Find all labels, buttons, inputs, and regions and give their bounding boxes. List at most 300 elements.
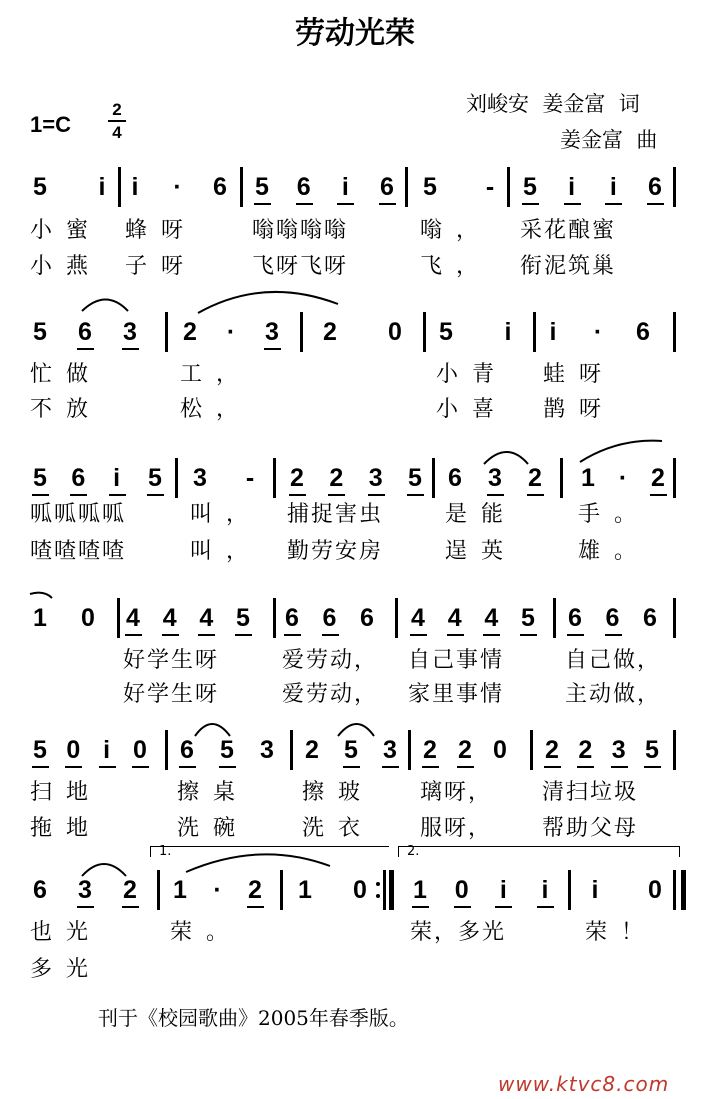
beam-underline <box>162 634 179 636</box>
notation-row <box>0 312 710 352</box>
note-symbol: 3 <box>611 736 626 764</box>
note-symbol: 6 <box>568 604 582 632</box>
lyric-line <box>0 680 710 710</box>
volta-first-ending <box>150 846 389 857</box>
note-symbol: · <box>593 318 603 346</box>
lyric-segment: 荣。 <box>170 920 243 945</box>
lyric-segment: 叫， <box>190 502 263 527</box>
lyric-segment: 叫， <box>190 539 263 564</box>
note <box>579 458 597 498</box>
note <box>351 870 369 910</box>
beam-underline <box>483 634 500 636</box>
note <box>646 870 664 910</box>
beam-underline <box>219 766 236 768</box>
beam-underline <box>544 766 561 768</box>
note <box>499 312 517 352</box>
note <box>342 730 360 770</box>
note <box>544 312 562 352</box>
beam-underline <box>412 906 429 908</box>
note-symbol: 0 <box>66 736 81 764</box>
note-symbol: 2 <box>423 736 437 764</box>
note <box>646 167 664 207</box>
augmentation-dot <box>614 458 632 498</box>
lyric-segment: 扫地 <box>30 780 103 805</box>
note-symbol: i <box>504 318 512 346</box>
beam-underline <box>264 348 281 350</box>
note-symbol: 5 <box>236 604 250 632</box>
note <box>421 730 439 770</box>
barline <box>290 730 293 770</box>
note <box>643 730 661 770</box>
note-symbol: 4 <box>199 604 214 632</box>
beam-underline <box>122 906 139 908</box>
lyric-segment: 拖地 <box>30 816 103 841</box>
beam-underline <box>527 494 544 496</box>
note-symbol: i <box>341 173 349 201</box>
note-symbol: 2 <box>329 464 344 492</box>
final-barline <box>681 870 686 910</box>
note <box>321 312 339 352</box>
barline <box>673 730 676 770</box>
note-symbol: 2 <box>578 736 593 764</box>
lyric-line <box>0 216 710 246</box>
note-symbol: · <box>173 173 182 201</box>
note <box>283 598 301 638</box>
notation-row <box>0 870 710 910</box>
note-symbol: 3 <box>78 876 92 904</box>
note <box>482 598 500 638</box>
barline <box>273 458 276 498</box>
note <box>191 458 209 498</box>
note-symbol: 0 <box>454 876 469 904</box>
note <box>181 312 199 352</box>
beam-underline <box>407 494 424 496</box>
song-title: 劳动光荣 <box>295 16 415 51</box>
publication-footnote: 刊于《校园歌曲》2005年春季版。 <box>98 1006 409 1030</box>
note <box>486 458 504 498</box>
lyric-line <box>0 360 710 390</box>
note-symbol: · <box>213 876 222 904</box>
note <box>146 458 164 498</box>
barline <box>118 167 121 207</box>
note <box>197 598 215 638</box>
note-symbol: 5 <box>33 173 47 201</box>
note <box>131 730 149 770</box>
lyric-segment: 爱劳动， <box>282 682 379 707</box>
lyric-segment: 洗衣 <box>302 816 375 841</box>
site-watermark: www.ktvc8.com <box>498 1072 670 1096</box>
lyric-segment: 多光 <box>30 957 103 982</box>
note <box>76 312 94 352</box>
note-symbol: 6 <box>448 464 462 492</box>
beam-underline <box>368 494 385 496</box>
lyric-segment: 飞， <box>420 254 493 279</box>
slur <box>82 300 128 312</box>
barline <box>530 730 533 770</box>
note <box>336 167 354 207</box>
lyric-segment: 采花酿蜜 <box>520 218 617 243</box>
note <box>161 598 179 638</box>
barline <box>673 167 676 207</box>
note-symbol: i <box>98 173 106 201</box>
note <box>263 312 281 352</box>
beam-underline <box>605 634 622 636</box>
beam-underline <box>322 634 339 636</box>
volta-label: 1. <box>159 844 172 859</box>
note-symbol: 6 <box>648 173 662 201</box>
note <box>218 730 236 770</box>
lyric-segment: 鹊呀 <box>543 397 616 422</box>
beam-underline <box>644 766 661 768</box>
lyric-segment: 擦玻 <box>302 780 375 805</box>
note <box>649 458 667 498</box>
note-symbol: 5 <box>645 736 659 764</box>
note <box>178 730 196 770</box>
lyric-line <box>0 778 710 808</box>
note-symbol: 5 <box>523 173 537 201</box>
lyric-segment: 衔泥筑巢 <box>520 254 617 279</box>
note <box>453 870 471 910</box>
note <box>234 598 252 638</box>
note <box>296 870 314 910</box>
note <box>211 167 229 207</box>
barline <box>423 312 426 352</box>
lyric-line <box>0 537 710 567</box>
note-symbol: 3 <box>368 464 383 492</box>
lyric-segment: 荣！ <box>585 920 658 945</box>
note-symbol: 4 <box>162 604 177 632</box>
note <box>381 730 399 770</box>
lyric-segment: 松， <box>180 397 253 422</box>
note-symbol: 6 <box>643 604 657 632</box>
note <box>367 458 385 498</box>
beam-underline <box>447 634 464 636</box>
note-symbol: 0 <box>81 604 95 632</box>
lyric-line <box>0 395 710 425</box>
lyric-segment: 忙做 <box>30 362 103 387</box>
beam-underline <box>99 766 116 768</box>
note-symbol: 4 <box>484 604 499 632</box>
note <box>521 167 539 207</box>
lyric-segment: 雄。 <box>578 539 651 564</box>
lyric-segment: 也光 <box>30 920 103 945</box>
lyric-segment: 呱呱呱呱 <box>30 502 127 527</box>
dash-extension <box>241 458 259 498</box>
beam-underline <box>77 906 94 908</box>
beam-underline <box>65 766 82 768</box>
note-symbol: 4 <box>126 604 140 632</box>
note-symbol: 6 <box>285 604 299 632</box>
note-symbol: 6 <box>360 604 374 632</box>
note <box>327 458 345 498</box>
note <box>566 598 584 638</box>
beam-underline <box>537 906 554 908</box>
beam-underline <box>328 494 345 496</box>
note-symbol: 5 <box>521 604 535 632</box>
note-symbol: 5 <box>33 736 47 764</box>
barline <box>408 730 411 770</box>
note <box>288 458 306 498</box>
note <box>253 167 271 207</box>
note <box>576 730 594 770</box>
note <box>76 870 94 910</box>
augmentation-dot <box>169 167 187 207</box>
note-symbol: 0 <box>388 318 402 346</box>
lyric-segment: 家里事情 <box>408 682 505 707</box>
time-signature <box>108 100 126 142</box>
note-symbol: 5 <box>408 464 422 492</box>
note-symbol: i <box>131 173 139 201</box>
beam-underline <box>605 203 622 205</box>
note-symbol: 3 <box>260 736 274 764</box>
barline <box>553 598 556 638</box>
note-symbol: 2 <box>458 736 472 764</box>
dash-extension <box>481 167 499 207</box>
note-symbol: 6 <box>78 318 92 346</box>
note <box>121 870 139 910</box>
note <box>121 312 139 352</box>
beam-underline <box>650 494 667 496</box>
beam-underline <box>382 766 399 768</box>
note <box>303 730 321 770</box>
note <box>31 167 49 207</box>
barline <box>395 598 398 638</box>
beam-underline <box>147 494 164 496</box>
note <box>258 730 276 770</box>
note-symbol: 3 <box>488 464 502 492</box>
lyric-segment: 喳喳喳喳 <box>30 539 127 564</box>
note-symbol: i <box>549 318 557 346</box>
lyric-segment: 嗡， <box>420 218 493 243</box>
note <box>634 312 652 352</box>
barline <box>673 870 676 910</box>
barline <box>175 458 178 498</box>
notation-row <box>0 730 710 770</box>
lyric-segment: 服呀， <box>420 816 493 841</box>
time-signature-bottom: 4 <box>112 123 122 142</box>
note-symbol: 6 <box>636 318 650 346</box>
note <box>437 312 455 352</box>
beam-underline <box>495 906 512 908</box>
note <box>494 870 512 910</box>
lyric-segment: 工， <box>180 362 253 387</box>
note-symbol: i <box>541 876 549 904</box>
note <box>98 730 116 770</box>
note <box>386 312 404 352</box>
barline <box>280 870 283 910</box>
note-symbol: · <box>618 464 628 492</box>
note-symbol: i <box>609 173 617 201</box>
beam-underline <box>109 494 126 496</box>
note <box>536 870 554 910</box>
note-symbol: 3 <box>265 318 279 346</box>
note <box>641 598 659 638</box>
note <box>406 458 424 498</box>
note <box>31 598 49 638</box>
beam-underline <box>70 494 87 496</box>
beam-underline <box>132 766 149 768</box>
note-symbol: 0 <box>353 876 367 904</box>
barline <box>673 312 676 352</box>
lyric-line <box>0 500 710 530</box>
barline <box>568 870 571 910</box>
note-symbol: i <box>499 876 507 904</box>
barline <box>240 167 243 207</box>
note-symbol: 6 <box>33 876 47 904</box>
lyric-line <box>0 814 710 844</box>
beam-underline <box>487 494 504 496</box>
barline <box>165 730 168 770</box>
barline <box>673 458 676 498</box>
note-symbol: i <box>103 736 111 764</box>
note <box>446 458 464 498</box>
note <box>69 458 87 498</box>
note-symbol: 5 <box>33 318 47 346</box>
note <box>409 598 427 638</box>
note-symbol: 2 <box>528 464 542 492</box>
note <box>31 312 49 352</box>
volta-label: 2. <box>407 844 420 859</box>
beam-underline <box>454 906 471 908</box>
lyric-segment: 小燕 <box>30 254 103 279</box>
composer-credit: 姜金富 曲 <box>560 128 658 152</box>
barline <box>405 167 408 207</box>
lyric-segment: 逞英 <box>445 539 518 564</box>
lyric-line <box>0 646 710 676</box>
beam-underline <box>247 906 264 908</box>
beam-underline <box>564 203 581 205</box>
note-symbol: 5 <box>344 736 358 764</box>
beam-underline <box>611 766 628 768</box>
note-symbol: 2 <box>183 318 197 346</box>
note-symbol: 0 <box>493 736 507 764</box>
note-symbol: 2 <box>305 736 319 764</box>
notation-row <box>0 167 710 207</box>
note-symbol: 6 <box>180 736 194 764</box>
note-symbol: · <box>226 318 236 346</box>
note-symbol: 1 <box>33 604 47 632</box>
lyric-segment: 子呀 <box>125 254 198 279</box>
note-symbol: 4 <box>411 604 425 632</box>
note-symbol: 0 <box>133 736 147 764</box>
lyric-line <box>0 955 710 985</box>
barline <box>432 458 435 498</box>
note <box>93 167 111 207</box>
note-symbol: 6 <box>322 604 337 632</box>
note <box>31 730 49 770</box>
lyricist-credit: 刘峻安 姜金富 词 <box>466 92 640 116</box>
note-symbol: 6 <box>296 173 311 201</box>
note <box>171 870 189 910</box>
lyric-segment: 爱劳动， <box>282 648 379 673</box>
lyric-segment: 嗡嗡嗡嗡 <box>252 218 349 243</box>
note-symbol: 3 <box>123 318 137 346</box>
note-symbol: 6 <box>380 173 394 201</box>
note-symbol: 5 <box>33 464 47 492</box>
beam-underline <box>410 634 427 636</box>
lyric-line <box>0 252 710 282</box>
note-symbol: 5 <box>220 736 234 764</box>
note-symbol: i <box>568 173 576 201</box>
note <box>295 167 313 207</box>
lyric-segment: 好学生呀 <box>123 682 220 707</box>
lyric-segment: 璃呀， <box>420 780 493 805</box>
note <box>586 870 604 910</box>
note <box>31 870 49 910</box>
beam-underline <box>522 203 539 205</box>
note-symbol: 2 <box>545 736 559 764</box>
note <box>378 167 396 207</box>
time-signature-line <box>108 120 126 122</box>
beam-underline <box>289 494 306 496</box>
beam-underline <box>235 634 252 636</box>
beam-underline <box>296 203 313 205</box>
note-symbol: i <box>113 464 121 492</box>
beam-underline <box>577 766 594 768</box>
lyric-segment: 自己事情 <box>408 648 505 673</box>
beam-underline <box>647 203 664 205</box>
augmentation-dot <box>222 312 240 352</box>
notation-row <box>0 458 710 498</box>
lyric-segment: 荣，多光 <box>410 920 507 945</box>
beam-underline <box>122 348 139 350</box>
note-symbol: i <box>591 876 599 904</box>
barline <box>300 312 303 352</box>
note <box>446 598 464 638</box>
barline <box>383 870 386 910</box>
beam-underline <box>337 203 354 205</box>
lyric-segment: 蛙呀 <box>543 362 616 387</box>
barline <box>560 458 563 498</box>
beam-underline <box>179 766 196 768</box>
note <box>526 458 544 498</box>
note <box>246 870 264 910</box>
note <box>108 458 126 498</box>
lyric-segment: 手。 <box>578 502 651 527</box>
volta-second-ending <box>398 846 680 857</box>
lyric-segment: 小蜜 <box>30 218 103 243</box>
lyric-segment: 是能 <box>445 502 518 527</box>
note-symbol: 5 <box>423 173 437 201</box>
lyric-segment: 捕捉害虫 <box>287 502 384 527</box>
time-signature-top: 2 <box>112 100 122 119</box>
lyric-segment: 好学生呀 <box>123 648 220 673</box>
beam-underline <box>254 203 271 205</box>
beam-underline <box>379 203 396 205</box>
note-symbol: 3 <box>193 464 207 492</box>
lyric-segment: 勤劳安房 <box>287 539 384 564</box>
notation-row <box>0 598 710 638</box>
barline <box>165 312 168 352</box>
lyric-segment: 自己做， <box>565 648 662 673</box>
beam-underline <box>77 348 94 350</box>
beam-underline <box>32 766 49 768</box>
note-symbol: - <box>485 173 495 201</box>
barline <box>507 167 510 207</box>
lyric-segment: 不放 <box>30 397 103 422</box>
lyric-segment: 擦桌 <box>177 780 250 805</box>
note <box>543 730 561 770</box>
lyric-segment: 洗碗 <box>177 816 250 841</box>
note-symbol: 2 <box>248 876 262 904</box>
note <box>456 730 474 770</box>
note <box>31 458 49 498</box>
note <box>411 870 429 910</box>
note <box>604 598 622 638</box>
note-symbol: 2 <box>123 876 137 904</box>
note-symbol: 5 <box>439 318 453 346</box>
lyric-segment: 飞呀飞呀 <box>252 254 349 279</box>
